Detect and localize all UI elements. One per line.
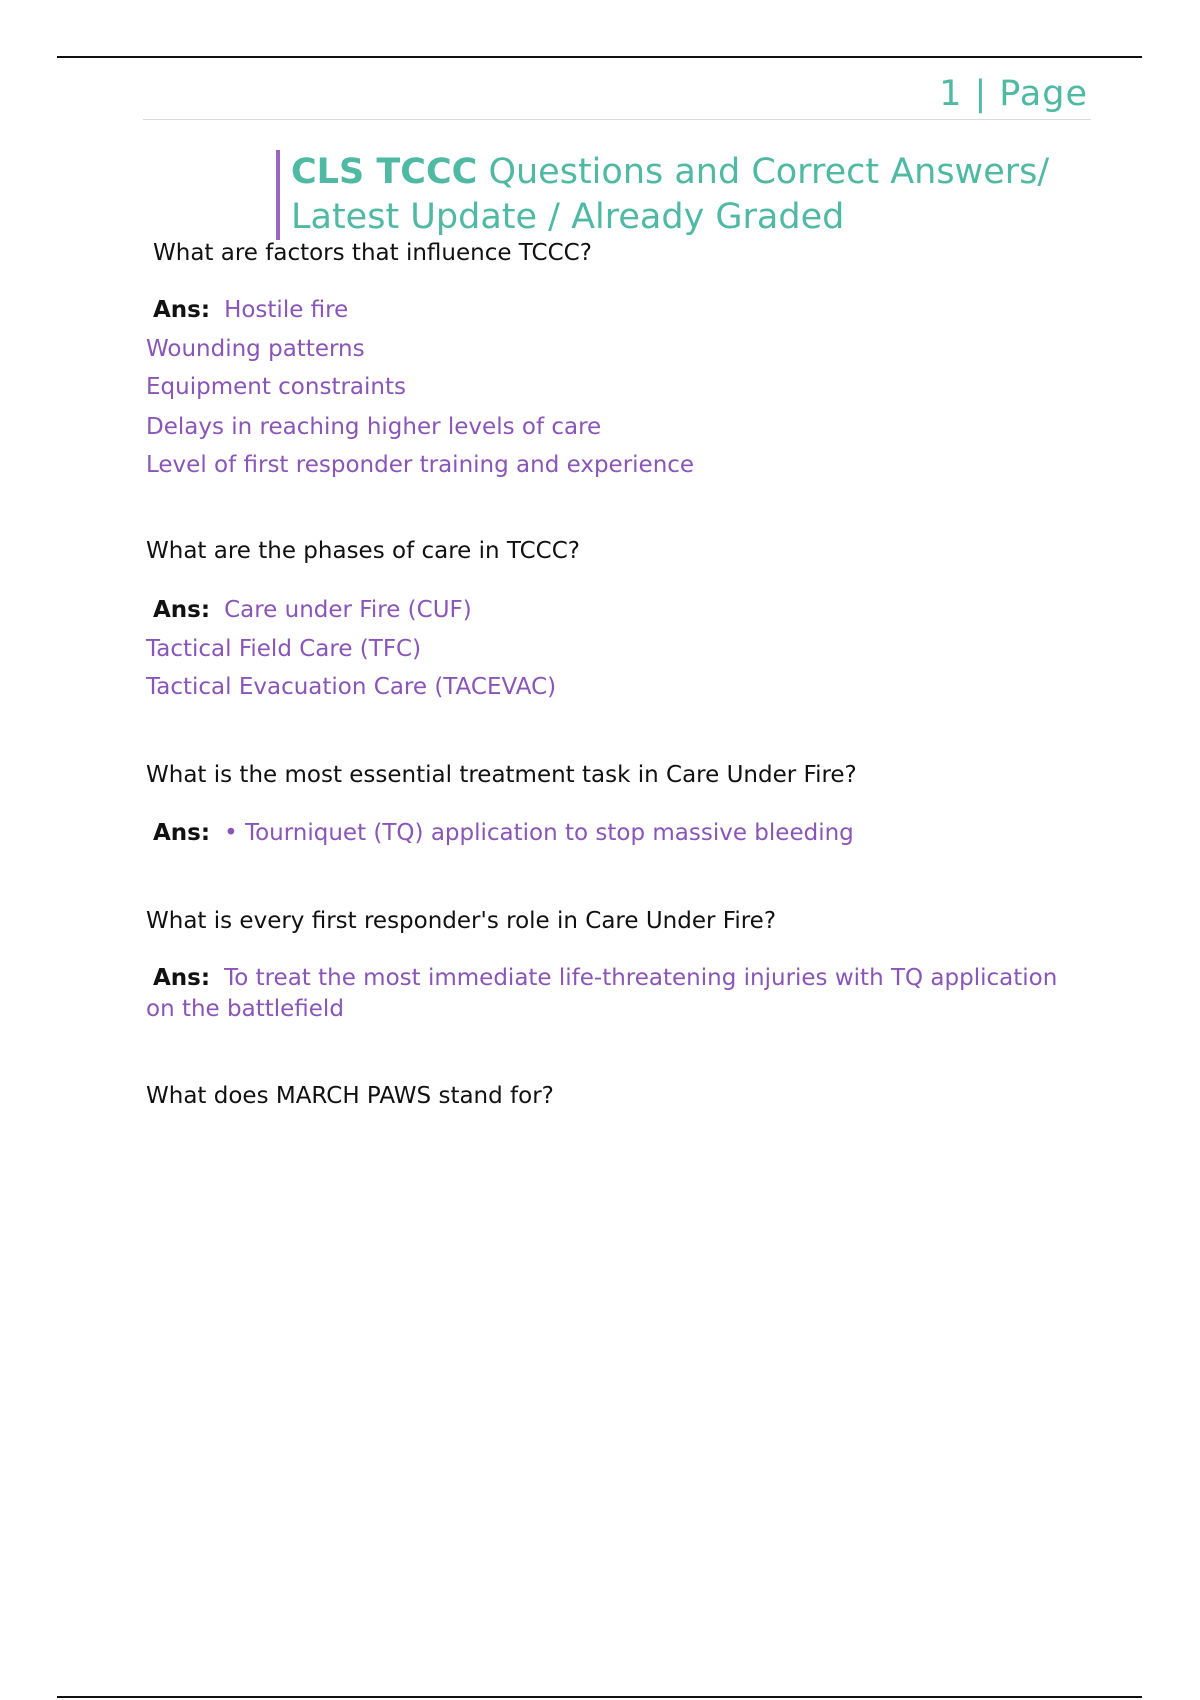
page-separator: | — [974, 74, 988, 114]
header-rule — [143, 119, 1091, 120]
answer-text: To treat the most immediate life-threatening injuries with TQ application on the battlefield — [146, 965, 1058, 1022]
answer-1-line-5: Level of first responder training and experience — [146, 452, 695, 478]
answer-text: Hostile fire — [224, 297, 349, 323]
ans-label: Ans: — [153, 820, 211, 846]
title-strong: CLS TCCC — [291, 152, 478, 192]
page-word: Page — [999, 74, 1088, 114]
answer-2-line-1 — [153, 597, 472, 623]
question-3: What is the most essential treatment task in Care Under Fire? — [146, 762, 857, 788]
ans-label: Ans: — [153, 297, 211, 323]
answer-1-line-2: Wounding patterns — [146, 336, 365, 362]
ans-label: Ans: — [153, 965, 211, 991]
answer-1-line-3: Equipment constraints — [146, 374, 406, 400]
top-rule — [57, 56, 1142, 58]
answer-2-line-3: Tactical Evacuation Care (TACEVAC) — [146, 674, 557, 700]
page-number: 1 — [939, 74, 963, 114]
answer-2-line-2: Tactical Field Care (TFC) — [146, 636, 422, 662]
answer-1-line-1 — [153, 297, 348, 323]
answer-text: • Tourniquet (TQ) application to stop massive bleeding — [224, 820, 854, 846]
answer-1-line-4: Delays in reaching higher levels of care — [146, 414, 602, 440]
question-4: What is every first responder's role in Care Under Fire? — [146, 908, 777, 934]
answer-3-line-1 — [153, 820, 854, 846]
answer-4 — [146, 963, 1076, 1025]
answer-text: Care under Fire (CUF) — [224, 597, 472, 623]
page-number-header — [939, 74, 1088, 114]
document-title — [276, 150, 1121, 240]
title-rest: Questions and Correct Answers/ Latest Update / Already Graded — [291, 152, 1050, 237]
question-5: What does MARCH PAWS stand for? — [146, 1083, 554, 1109]
ans-label: Ans: — [153, 597, 211, 623]
question-2: What are the phases of care in TCCC? — [146, 538, 581, 564]
question-1: What are factors that influence TCCC? — [153, 240, 592, 266]
bottom-rule — [57, 1696, 1142, 1698]
